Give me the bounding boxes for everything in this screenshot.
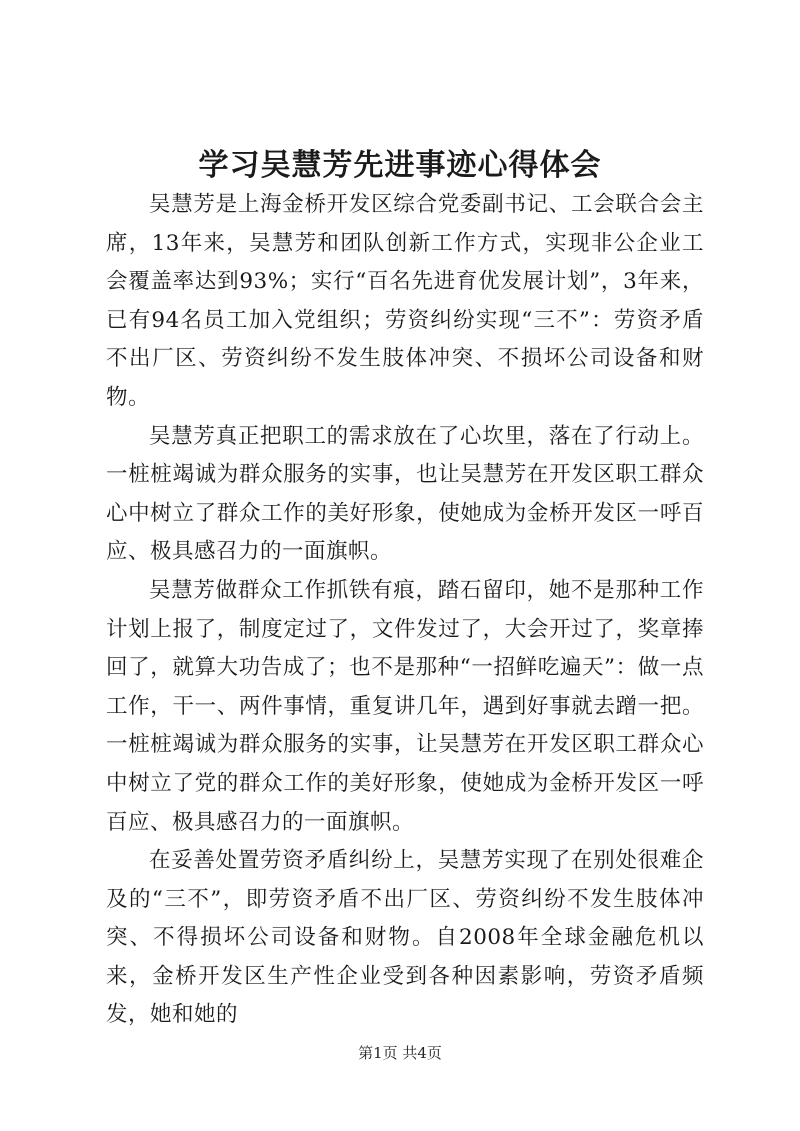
paragraph: 吴慧芳做群众工作抓铁有痕，踏石留印，她不是那种工作计划上报了，制度定过了，文件发过了，大会开过了，奖章捧回了，就算大功告成了；也不是那种“一招鲜吃遍天”：做一点工作，干一、两件事情，重复讲几年，遇到好事就去蹭一把。一桩桩竭诚为群众服务的实事，让吴慧芳在开发区职工群众心中树立了党的群众工作的美好形象，使她成为金桥开发区一呼百应、极具感召力的一面旗帜。 (106, 577, 704, 835)
paragraph: 在妥善处置劳资矛盾纠纷上，吴慧芳实现了在别处很难企及的“三不”，即劳资矛盾不出厂区、劳资纠纷不发生肢体冲突、不得损坏公司设备和财物。自2008年全球金融危机以来，金桥开发区生产性企业受到各种因素影响，劳资矛盾频发，她和她的 (106, 848, 704, 1028)
document-body (106, 186, 704, 1035)
paragraph: 吴慧芳真正把职工的需求放在了心坎里，落在了行动上。一桩桩竭诚为群众服务的实事，也让吴慧芳在开发区职工群众心中树立了群众工作的美好形象，使她成为金桥开发区一呼百应、极具感召力的一面旗帜。 (106, 423, 704, 565)
page-footer: 第1页 共4页 (358, 1044, 442, 1062)
paragraph: 吴慧芳是上海金桥开发区综合党委副书记、工会联合会主席，13年来，吴慧芳和团队创新工作方式，实现非公企业工会覆盖率达到93%；实行“百名先进育优发展计划”，3年来，已有94名员工加入党组织；劳资纠纷实现“三不”：劳资矛盾不出厂区、劳资纠纷不发生肢体冲突、不损坏公司设备和财物。 (106, 192, 704, 410)
document-title: 学习吴慧芳先进事迹心得体会 (198, 148, 602, 183)
